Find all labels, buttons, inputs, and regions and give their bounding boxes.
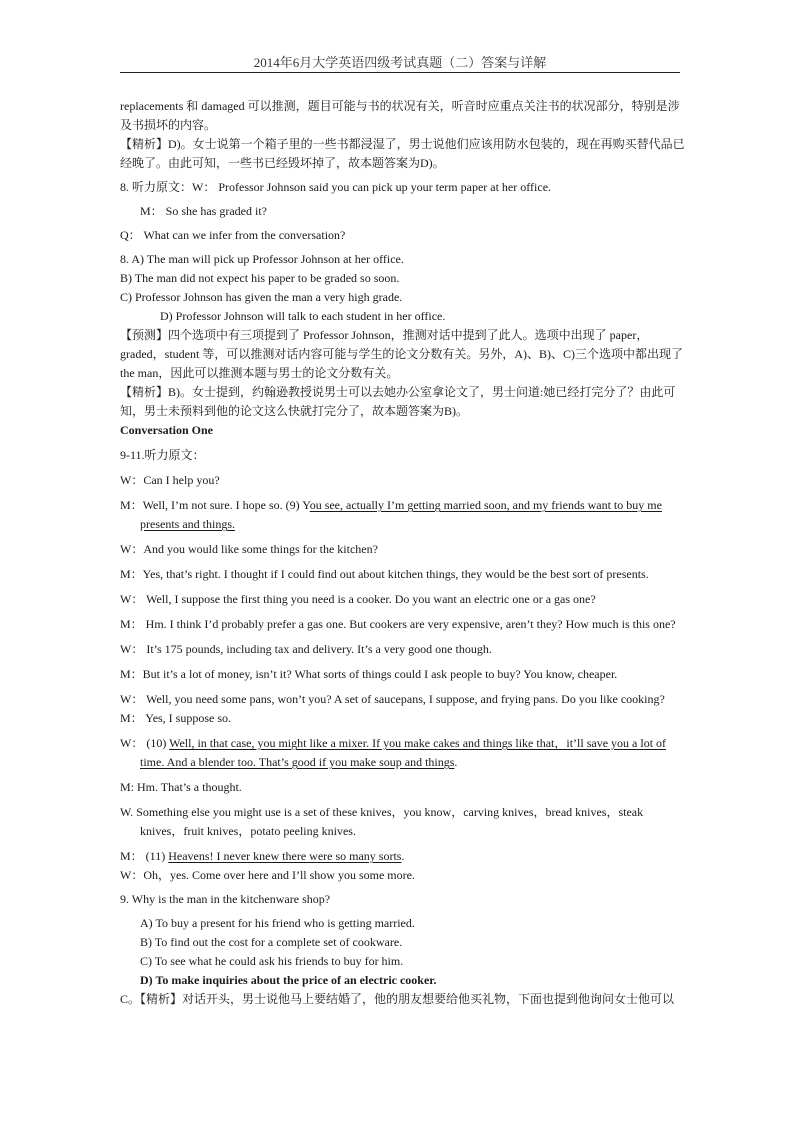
conversation-line-8: M：But it’s a lot of money, isn’t it? What sorts of things could I ask people to buy? You know, cheaper. [120, 667, 618, 681]
line-text: W： (10) [120, 736, 170, 750]
conversation-line-10: M： Yes, I suppose so. [120, 711, 232, 725]
conversation-line-12: M: Hm. That’s a thought. [120, 780, 242, 794]
conversation-line-4: M：Yes, that’s right. I thought if I could find out about kitchen things, they would be the best sort of presents. [120, 567, 649, 581]
page-header: 2014年6月大学英语四级考试真题（二）答案与详解 [253, 55, 547, 70]
q8-option-d: D) Professor Johnson will talk to each student in her office. [160, 309, 446, 323]
conversation-line-13: W. Something else you might use is a set of these knives，you know，carving knives，bread knives，steak knives，fruit knives，potato peeling knives. [120, 805, 644, 838]
conversation-line-11 [120, 734, 685, 772]
q8-option-c: C) Professor Johnson has given the man a very high grade. [120, 290, 403, 304]
underlined-answer-10: Well, in that case, you might like a mixer. If you make cakes and things like that，it’ll save you a lot of time. And a blender too. That’s good if you make soup and things [140, 736, 667, 769]
conversation-line-2 [120, 496, 685, 534]
line-text: . [454, 755, 458, 769]
conversation-line-14 [120, 847, 685, 866]
conversation-line-9: W： Well, you need some pans, won’t you? A set of saucepans, I suppose, and frying pans. Do you like cooking? [120, 692, 665, 706]
q8-question-line: Q： What can we infer from the conversation? [120, 228, 346, 242]
header-rule [120, 72, 680, 73]
paragraph-prediction-continued: replacements 和 damaged 可以推测，题目可能与书的状况有关，听音时应重点关注书的状况部分，特别是涉及书损坏的内容。 [120, 99, 680, 132]
q8-prediction: 【预测】四个选项中有三项提到了 Professor Johnson，推测对话中提到了此人。选项中出现了 paper，graded，student 等，可以推测对话内容可能与学生的论文分数有关。另外，A)、B)、C)三个选项中都出现了 the man，因此可以推测本题与男士的论文分数有关。 [120, 328, 683, 380]
conversation-heading: Conversation One [120, 423, 213, 437]
line-text: M：Well, I’m not sure. I hope so. (9) Y [120, 498, 310, 512]
conversation-line-6: M： Hm. I think I’d probably prefer a gas one. But cookers are very expensive, aren’t they? How much is this one? [120, 617, 676, 631]
conversation-line-5: W： Well, I suppose the first thing you need is a cooker. Do you want an electric one or a gas one? [120, 592, 596, 606]
conversation-line-3: W：And you would like some things for the kitchen? [120, 542, 378, 556]
conversation-intro: 9-11.听力原文： [120, 448, 205, 462]
q8-script-line: 8. 听力原文：W： Professor Johnson said you can pick up your term paper at her office. [120, 180, 552, 194]
q8-man-line: M： So she has graded it? [140, 204, 267, 218]
q9-question: 9. Why is the man in the kitchenware shop? [120, 892, 331, 906]
underlined-answer-11: Heavens! I never knew there were so many sorts [168, 849, 402, 863]
conversation-line-7: W： It’s 175 pounds, including tax and delivery. It’s a very good one though. [120, 642, 492, 656]
underlined-answer-9: ou see, actually I’m getting married soon, and my friends want to buy me presents and things. [140, 498, 662, 531]
paragraph-analysis-q7: 【精析】D)。女士说第一个箱子里的一些书都浸湿了，男士说他们应该用防水包装的，现在再购买替代品已经晚了。由此可知，一些书已经毁坏掉了，故本题答案为D)。 [120, 137, 685, 170]
q8-option-b: B) The man did not expect his paper to be graded so soon. [120, 271, 400, 285]
q8-option-a: 8. A) The man will pick up Professor Johnson at her office. [120, 252, 404, 266]
line-text: . [401, 849, 405, 863]
q9-analysis: C。【精析】对话开头，男士说他马上要结婚了，他的朋友想要给他买礼物，下面也提到他询问女士他可以 [120, 992, 675, 1006]
conversation-line-1: W：Can I help you? [120, 473, 220, 487]
q9-option-b: B) To find out the cost for a complete set of cookware. [140, 935, 403, 949]
q8-analysis: 【精析】B)。女士提到，约翰逊教授说男士可以去她办公室拿论文了，男士问道:她已经打完分了？由此可知，男士未预料到他的论文这么快就打完分了，故本题答案为B)。 [120, 385, 676, 418]
line-text: M： (11) [120, 849, 169, 863]
q9-option-c: C) To see what he could ask his friends to buy for him. [140, 954, 404, 968]
q9-option-a: A) To buy a present for his friend who is getting married. [140, 916, 415, 930]
conversation-line-15: W：Oh，yes. Come over here and I’ll show you some more. [120, 868, 415, 882]
page-content [120, 97, 685, 1009]
q9-option-d: D) To make inquiries about the price of an electric cooker. [140, 973, 437, 987]
